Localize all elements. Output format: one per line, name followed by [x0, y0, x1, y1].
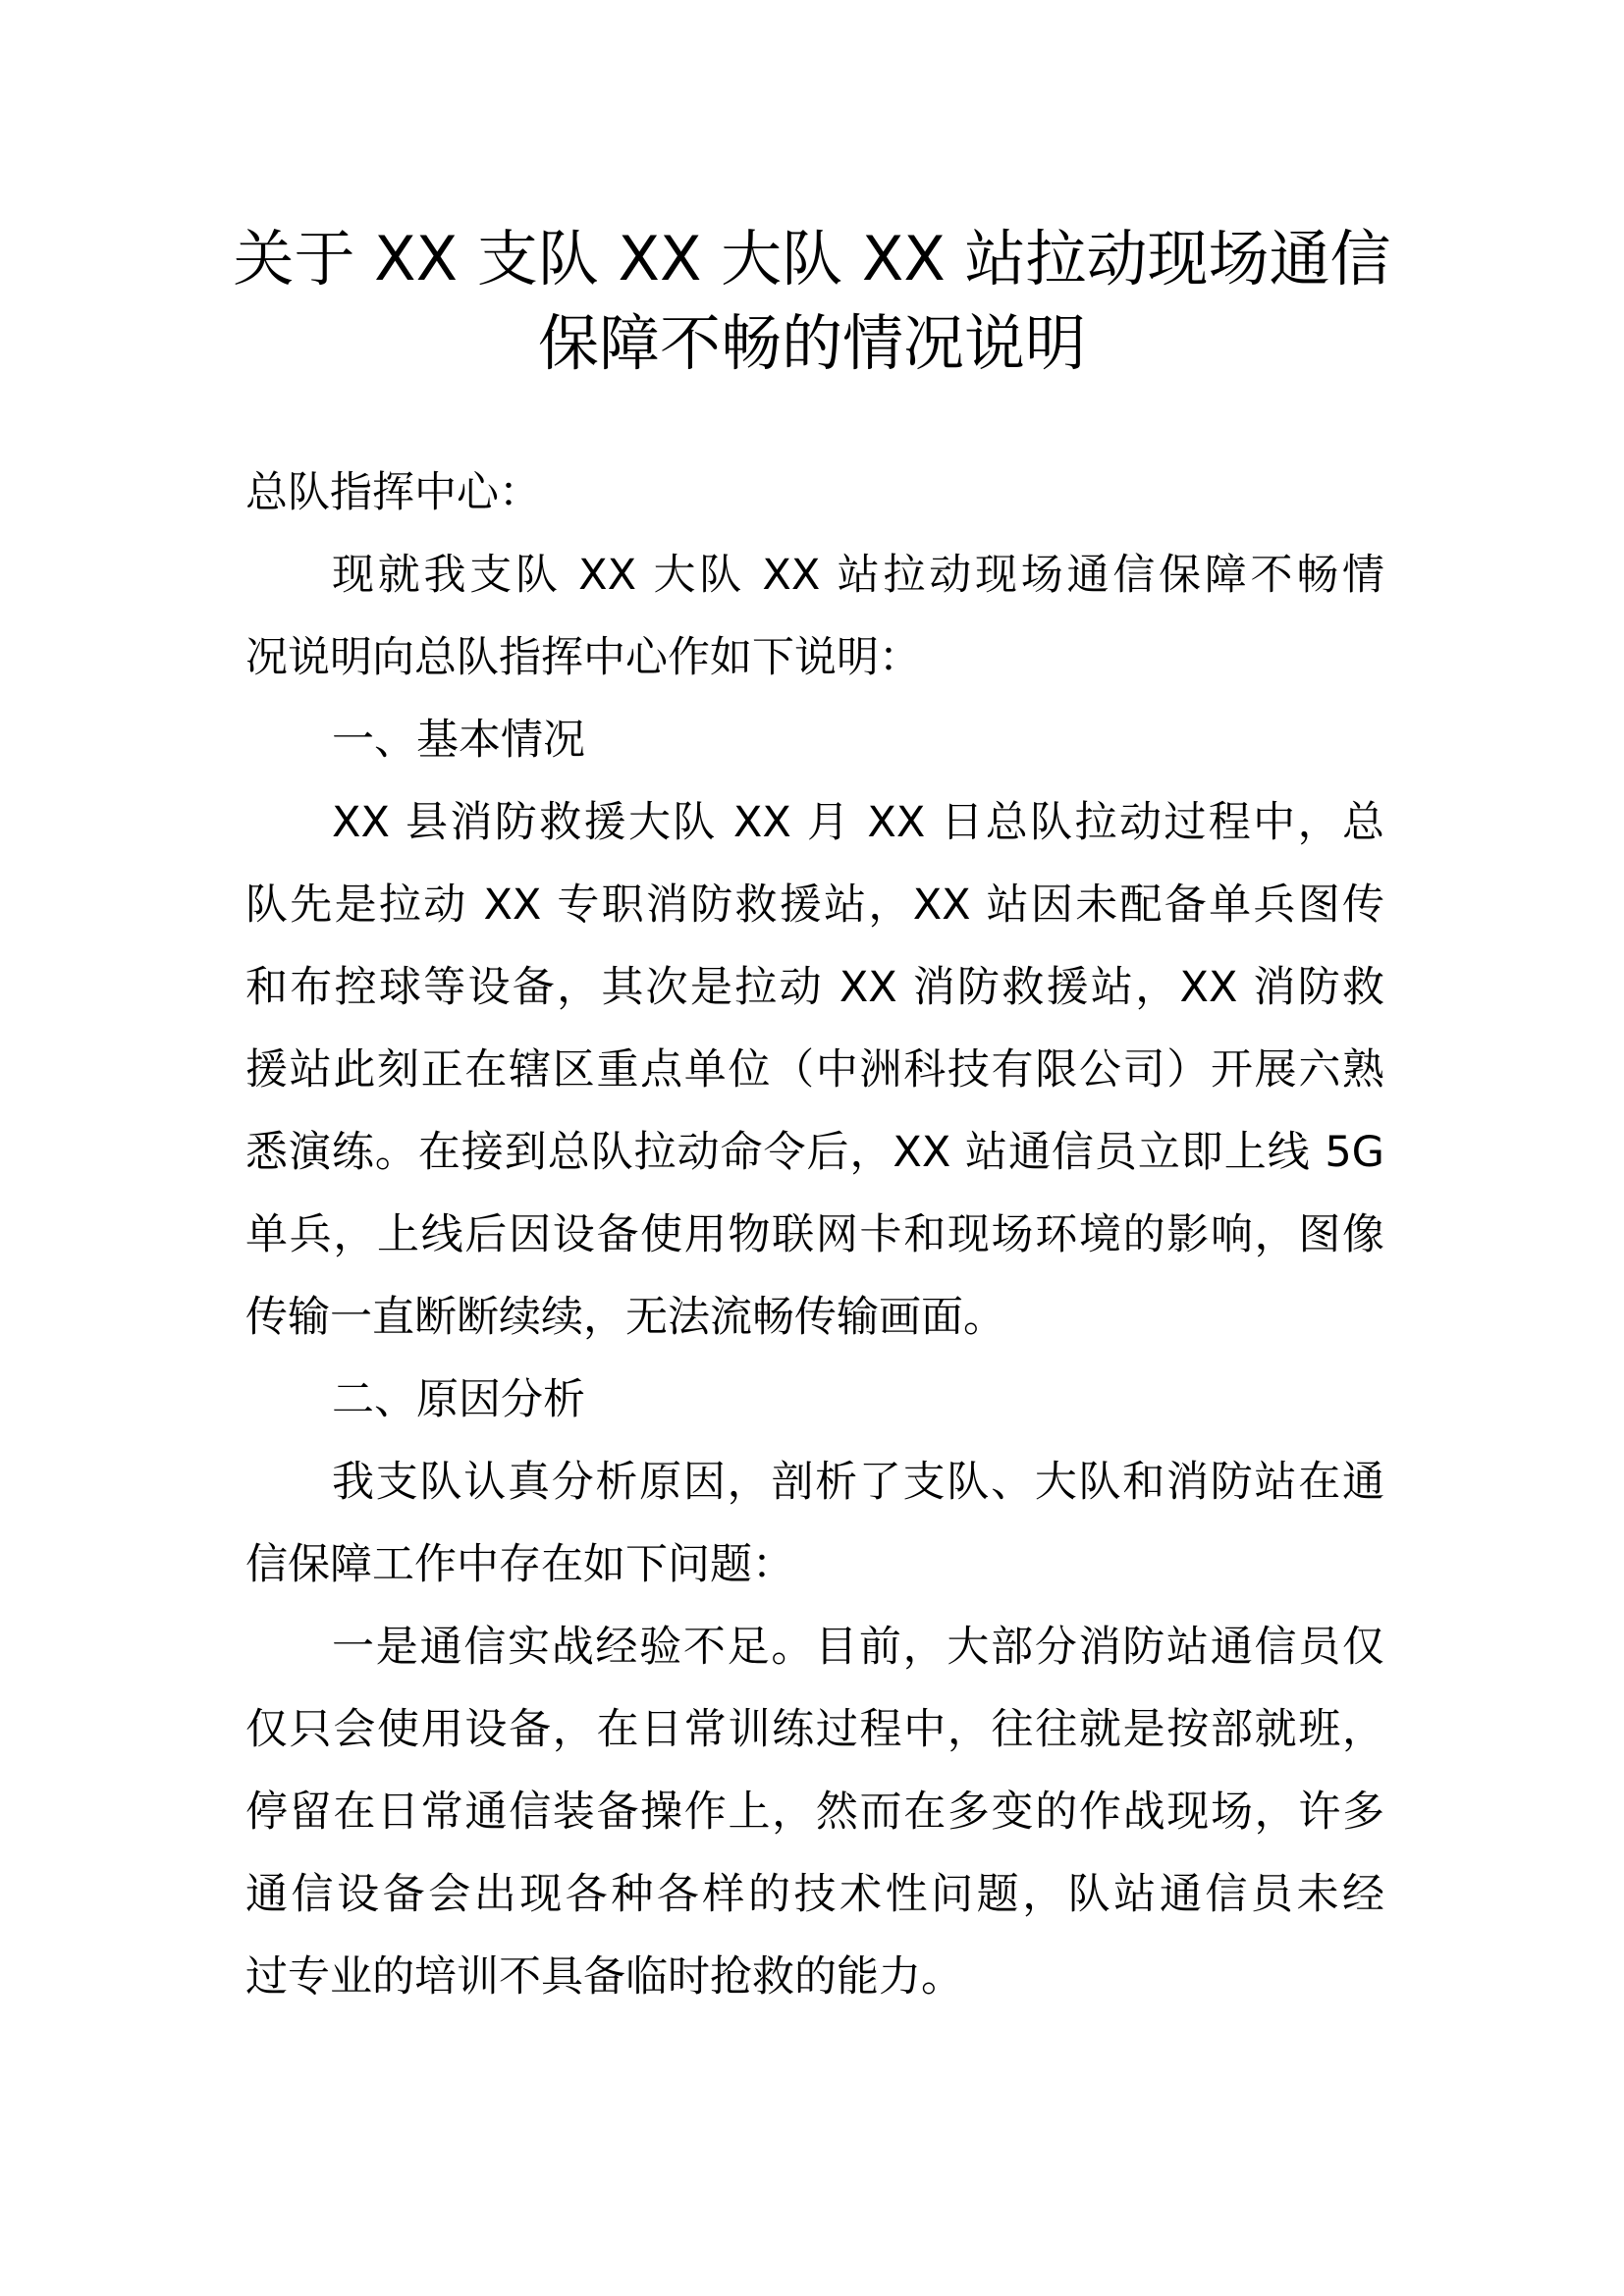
point-1-line-4: 通信设备会出现各种各样的技术性问题，队站通信员未经	[245, 1870, 1384, 1919]
section-2-heading: 二、原因分析	[332, 1375, 585, 1424]
section-2-intro-line-2: 信保障工作中存在如下问题：	[245, 1540, 794, 1589]
section-1-line-6: 单兵，上线后因设备使用物联网卡和现场环境的影响，图像	[245, 1210, 1384, 1259]
document-title-line-2: 保障不畅的情况说明	[537, 307, 1086, 379]
section-1-heading: 一、基本情况	[332, 716, 585, 765]
section-1-line-5: 悉演练。在接到总队拉动命令后，XX 站通信员立即上线 5G	[245, 1128, 1384, 1177]
point-1-line-5: 过专业的培训不具备临时抢救的能力。	[245, 1952, 963, 2002]
section-1-line-3: 和布控球等设备，其次是拉动 XX 消防救援站，XX 消防救	[245, 963, 1384, 1012]
salutation: 总队指挥中心：	[245, 468, 541, 517]
section-1-line-1: XX 县消防救援大队 XX 月 XX 日总队拉动过程中，总	[332, 798, 1384, 847]
point-1-line-2: 仅只会使用设备，在日常训练过程中，往往就是按部就班，	[245, 1705, 1384, 1754]
point-1-line-1: 一是通信实战经验不足。目前，大部分消防站通信员仅	[332, 1623, 1384, 1672]
section-2-intro-line-1: 我支队认真分析原因，剖析了支队、大队和消防站在通	[332, 1458, 1384, 1507]
intro-line-1: 现就我支队 XX 大队 XX 站拉动现场通信保障不畅情	[332, 551, 1384, 600]
intro-line-2: 况说明向总队指挥中心作如下说明：	[245, 633, 921, 682]
section-1-line-2: 队先是拉动 XX 专职消防救援站，XX 站因未配备单兵图传	[245, 881, 1384, 930]
section-1-line-4: 援站此刻正在辖区重点单位（中洲科技有限公司）开展六熟	[245, 1045, 1384, 1095]
point-1-line-3: 停留在日常通信装备操作上，然而在多变的作战现场，许多	[245, 1788, 1384, 1837]
section-1-line-7: 传输一直断断续续，无法流畅传输画面。	[245, 1293, 1005, 1342]
document-title-line-1: 关于 XX 支队 XX 大队 XX 站拉动现场通信	[233, 223, 1391, 294]
